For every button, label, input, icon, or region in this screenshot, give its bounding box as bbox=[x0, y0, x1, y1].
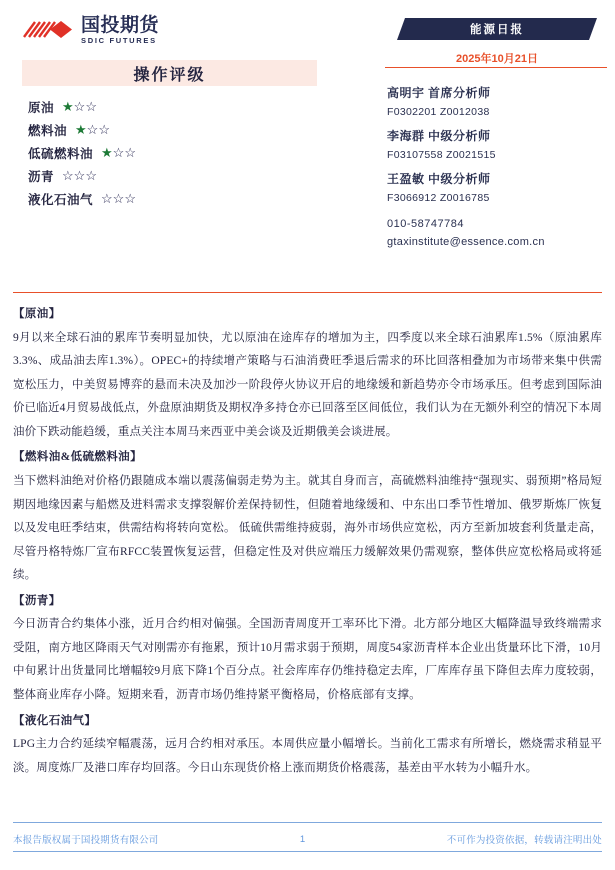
section-paragraph: 9月以来全球石油的累库节奏明显加快，尤以原油在途库存的增加为主，四季度以来全球石油累库1.5%（原油累库3.3%、成品油去库1.3%）。OPEC+的持续增产策略与石油消费旺季退后需求的环比回落相叠加为市场带来集中供需宽松压力，中美贸易博弈的悬而未决及加沙一阶段停火协议开启的地缘缓和新趋势亦令市场承压。但考虑到国际油价已临近4月贸易战低点，外盘原油期货及期权净多持仓亦已回落至区间低位，我们认为在无额外利空的情况下本周油价下跌动能趋缓，重点关注本周马来西亚中美会谈及近期俄美会谈进展。 bbox=[13, 331, 602, 438]
rating-stars: ★☆☆ bbox=[75, 121, 110, 137]
rating-stars: ☆☆☆ bbox=[62, 167, 97, 183]
section-paragraph: LPG主力合约延续窄幅震荡，远月合约相对承压。本周供应量小幅增长。当前化工需求有所增长，燃烧需求稍显平淡。周度炼厂及港口库存均回落。今日山东现货价格上涨而期货价格震荡，基差由平水转为小幅升水。 bbox=[13, 738, 602, 774]
rating-row bbox=[28, 96, 328, 117]
section-heading: 【液化石油气】 bbox=[13, 714, 97, 727]
footer-page-number: 1 bbox=[299, 833, 306, 845]
footer-divider-top bbox=[13, 822, 602, 823]
sdic-logo-icon bbox=[22, 17, 74, 43]
analyst-block bbox=[387, 86, 612, 248]
footer-divider-bottom bbox=[13, 851, 602, 852]
analyst-code: F3066912 Z0016785 bbox=[387, 192, 490, 205]
footer-copyright: 本报告版权属于国投期货有限公司 bbox=[13, 835, 159, 846]
rating-item-label: 低硫燃料油 bbox=[28, 146, 94, 161]
contact-email[interactable]: gtaxinstitute@essence.com.cn bbox=[387, 235, 545, 248]
rating-item-label: 燃料油 bbox=[28, 123, 68, 138]
rating-title-bar bbox=[22, 60, 317, 86]
report-header bbox=[0, 0, 615, 300]
report-date: 2025年10月21日 bbox=[456, 53, 538, 65]
rating-stars: ★☆☆ bbox=[62, 98, 97, 114]
rating-item-label: 原油 bbox=[28, 100, 55, 115]
report-section bbox=[13, 710, 602, 781]
report-footer bbox=[13, 832, 602, 846]
rating-item-label: 液化石油气 bbox=[28, 192, 94, 207]
rating-row bbox=[28, 165, 328, 186]
rating-row bbox=[28, 142, 328, 163]
banner-divider bbox=[385, 67, 607, 68]
brand-name-en: SDIC FUTURES bbox=[81, 36, 157, 45]
brand-name-cn: 国投期货 bbox=[81, 15, 160, 36]
section-paragraph: 当下燃料油绝对价格仍跟随成本端以震荡偏弱走势为主。就其自身而言，高硫燃料油维持“强现实、弱预期”格局短期因地缘因素与船燃及进料需求支撑裂解价差保持韧性，但随着地缘缓和、中东出口季节性增加、俄罗斯炼厂恢复以及发电旺季结束，供需结构将转向宽松。 低硫供需维持疲弱，海外市场供应宽松，丙方至新加坡套利货量走高，尽管丹格特炼厂宣布RFCC装置恢复运营，但稳定性及对供应端压力缓解效果仍需观察，整体供应宽松格局或将延续。 bbox=[13, 474, 602, 582]
banner-label: 能源日报 bbox=[470, 24, 524, 36]
rating-stars: ☆☆☆ bbox=[101, 190, 136, 206]
rating-list bbox=[28, 96, 328, 211]
header-divider bbox=[13, 292, 602, 293]
analyst-name: 高明宇 首席分析师 bbox=[387, 86, 491, 100]
analyst-name: 王盈敏 中级分析师 bbox=[387, 172, 491, 187]
section-heading: 【燃料油&低硫燃料油】 bbox=[13, 451, 142, 464]
rating-item-label: 沥青 bbox=[28, 169, 55, 184]
footer-disclaimer: 不可作为投资依据，转载请注明出处 bbox=[446, 835, 602, 846]
rating-title: 操作评级 bbox=[133, 66, 206, 84]
rating-row bbox=[28, 188, 328, 209]
analyst-code: F0302201 Z0012038 bbox=[387, 105, 490, 118]
report-section bbox=[13, 303, 602, 444]
rating-stars: ★☆☆ bbox=[101, 144, 136, 160]
section-paragraph: 今日沥青合约集体小涨，近月合约相对偏强。全国沥青周度开工率环比下滑。北方部分地区大幅降温导致终端需求受阻，南方地区降雨天气对刚需亦有拖累，预计10月需求弱于预期，周度54家沥青样本企业出货量环比下滑，10月中旬累计出货量同比增幅较9月底下降1个百分点。社会库库存仍维持稳定去库，厂库库存虽下降但去库力度较弱，整体商业库存小降。短期来看，沥青市场仍维持紧平衡格局，价格底部有支撑。 bbox=[13, 618, 602, 701]
section-heading: 【沥青】 bbox=[13, 594, 61, 607]
analyst-code: F03107558 Z0021515 bbox=[387, 148, 496, 161]
analyst-name: 李海群 中级分析师 bbox=[387, 129, 491, 144]
section-heading: 【原油】 bbox=[13, 308, 61, 320]
report-content bbox=[13, 303, 602, 782]
rating-row bbox=[28, 119, 328, 140]
report-type-banner bbox=[397, 18, 597, 40]
brand-wordmark bbox=[81, 16, 159, 45]
report-section bbox=[13, 446, 602, 587]
contact-phone: 010-58747784 bbox=[387, 217, 464, 230]
report-section bbox=[13, 590, 602, 708]
brand-logo bbox=[22, 16, 159, 45]
